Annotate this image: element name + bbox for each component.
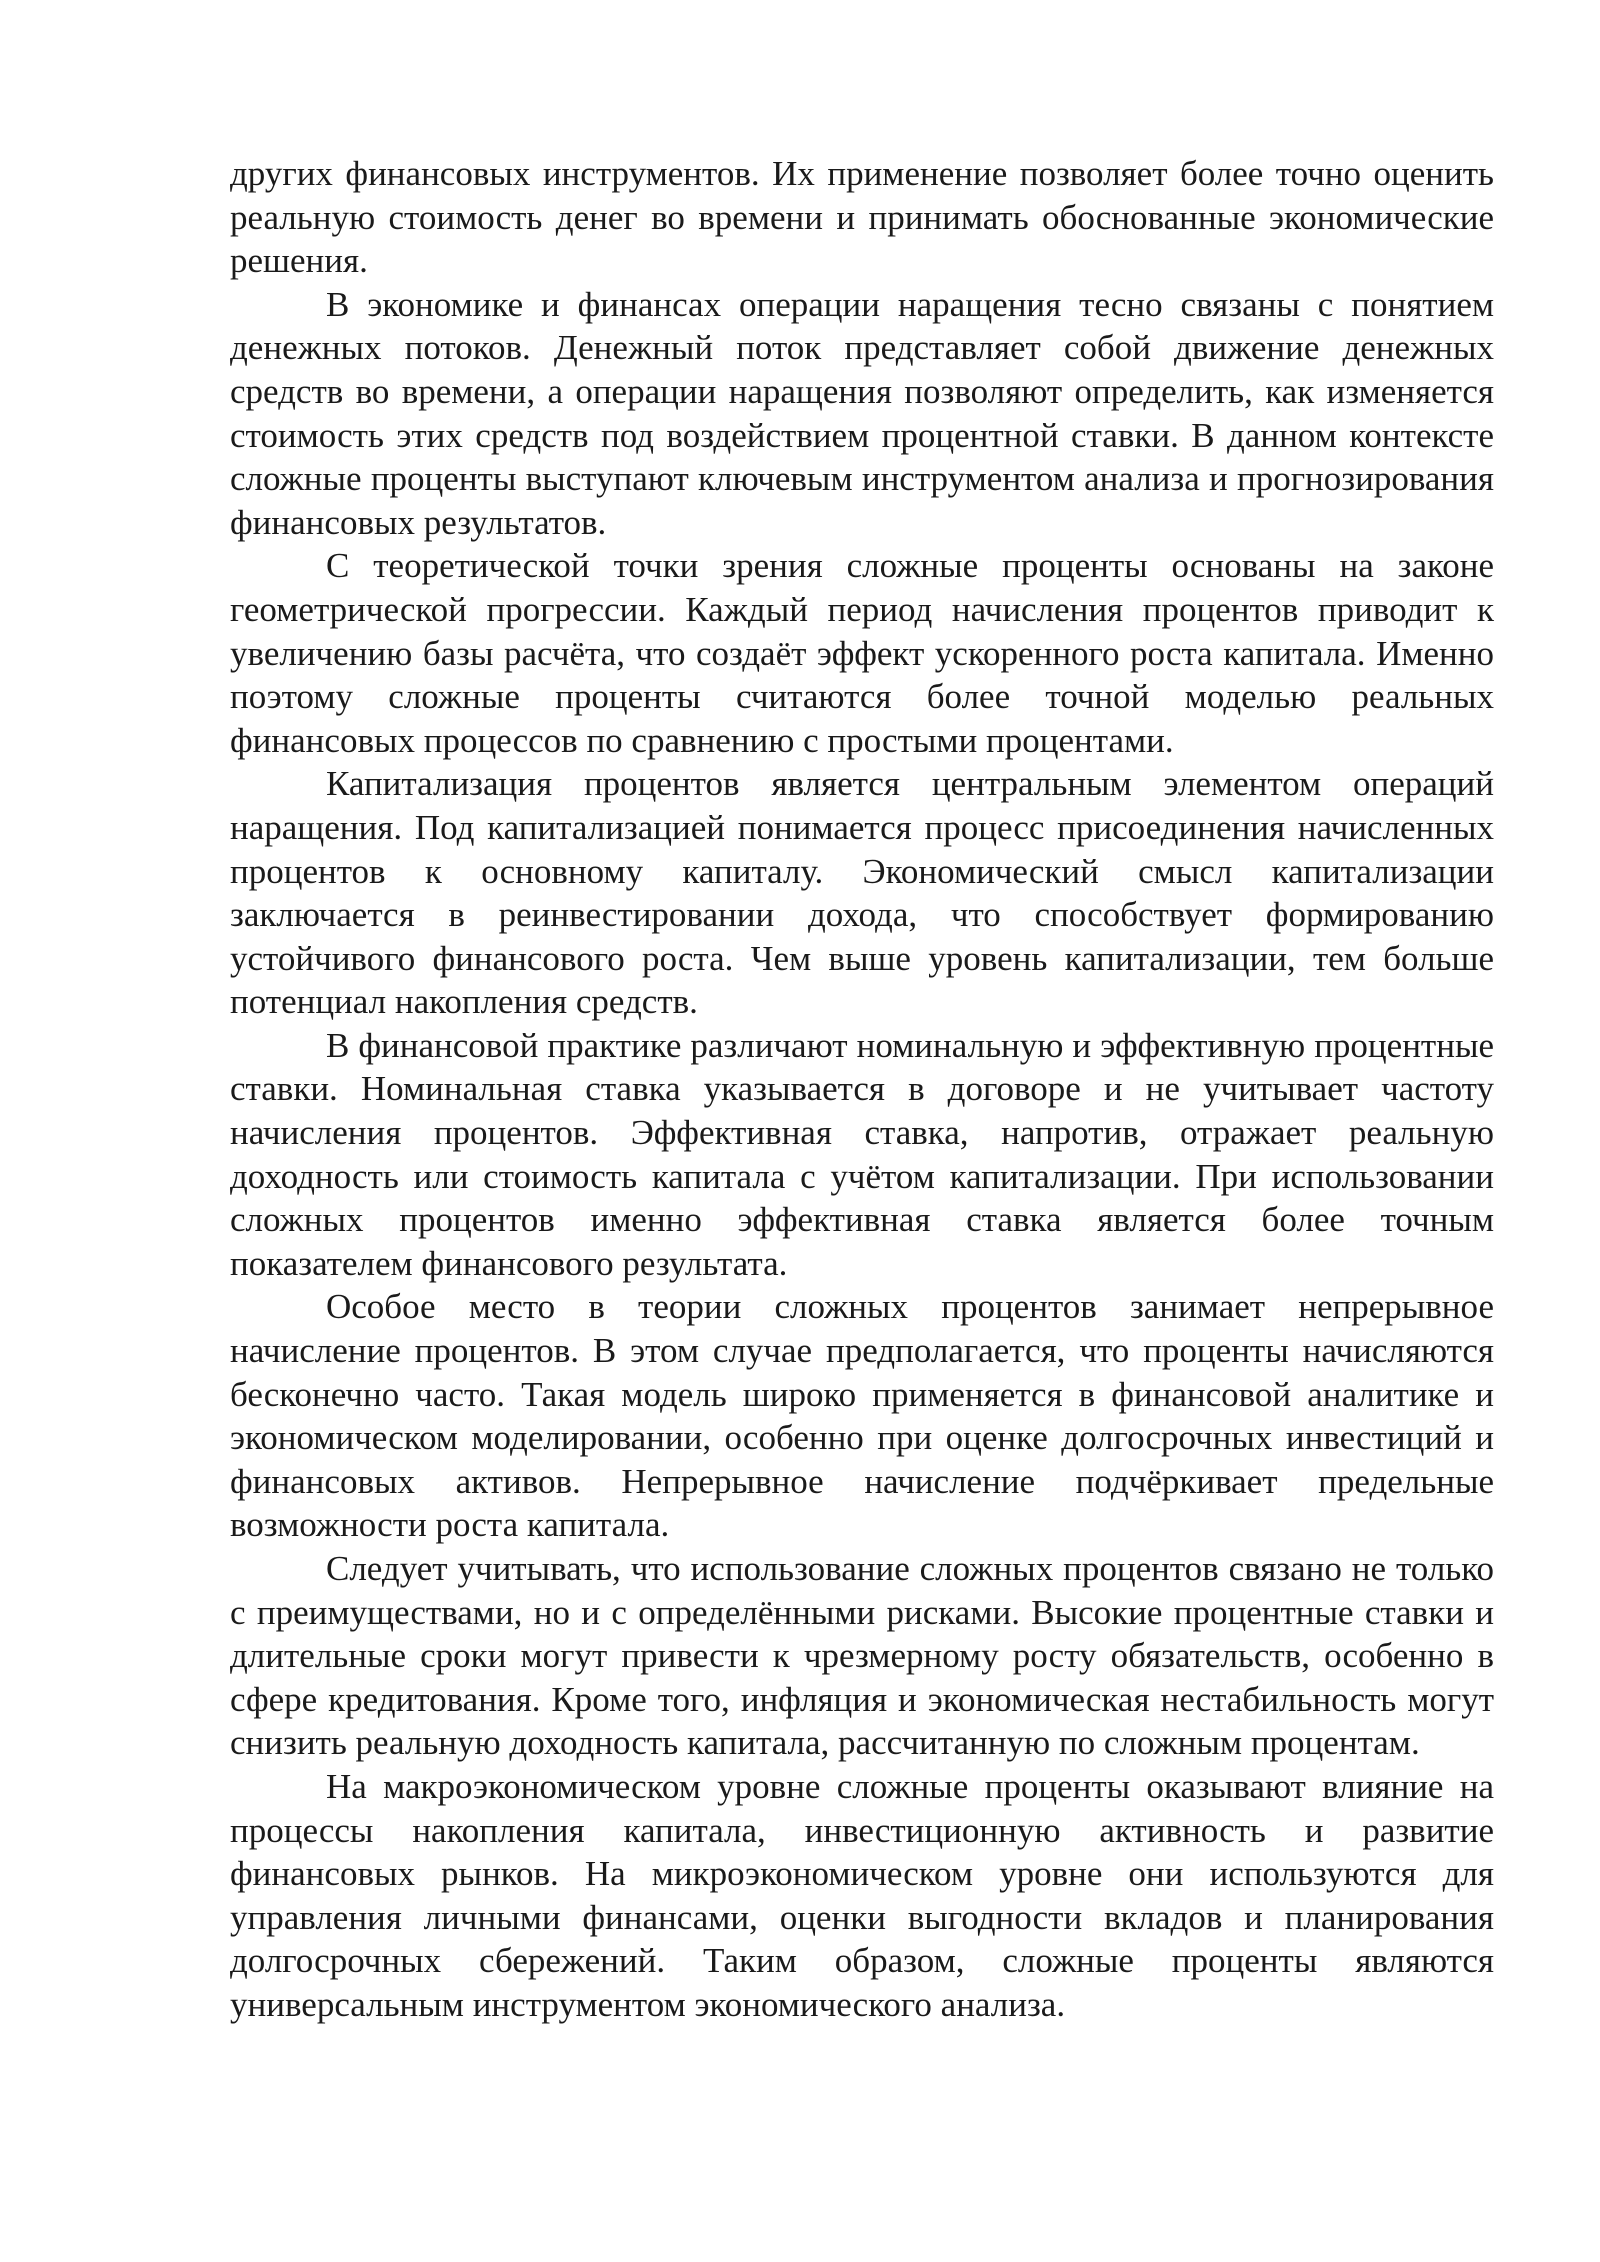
paragraph-geometric-progression: С теоретической точки зрения сложные проценты основаны на законе геометрической прогрессии. Каждый период начисления процентов приводит к увеличению базы расчёта, что создаёт эффект ускоренного роста капитала. Именно поэтому сложные проценты считаются более точной моделью реальных финансовых процессов по сравнению с простыми процентами.: [230, 546, 1494, 760]
paragraph-capitalization: Капитализация процентов является центральным элементом операций наращения. Под капитализацией понимается процесс присоединения начисленных процентов к основному капиталу. Экономический смысл капитализации заключается в реинвестировании дохода, что способствует формированию устойчивого финансового роста. Чем выше уровень капитализации, тем больше потенциал накопления средств.: [230, 764, 1494, 1022]
paragraph-risks: Следует учитывать, что использование сложных процентов связано не только с преимуществами, но и с определёнными рисками. Высокие процентные ставки и длительные сроки могут привести к чрезмерному росту обязательств, особенно в сфере кредитования. Кроме того, инфляция и экономическая нестабильность могут снизить реальную доходность капитала, рассчитанную по сложным процентам.: [230, 1549, 1494, 1763]
paragraph-continuous-compounding: Особое место в теории сложных процентов занимает непрерывное начисление процентов. В этом случае предполагается, что проценты начисляются бесконечно часто. Такая модель широко применяется в финансовой аналитике и экономическом моделировании, особенно при оценке долгосрочных инвестиций и финансовых активов. Непрерывное начисление подчёркивает предельные возможности роста капитала.: [230, 1287, 1494, 1545]
paragraph-continuation: других финансовых инструментов. Их применение позволяет более точно оценить реальную стоимость денег во времени и принимать обоснованные экономические решения.: [230, 154, 1494, 281]
paragraph-cash-flows: В экономике и финансах операции наращения тесно связаны с понятием денежных потоков. Денежный поток представляет собой движение денежных средств во времени, а операции наращения позволяют определить, как изменяется стоимость этих средств под воздействием процентной ставки. В данном контексте сложные проценты выступают ключевым инструментом анализа и прогнозирования финансовых результатов.: [230, 284, 1494, 542]
paragraph-macro-micro-levels: На макроэкономическом уровне сложные проценты оказывают влияние на процессы накопления капитала, инвестиционную активность и развитие финансовых рынков. На микроэкономическом уровне они используются для управления личными финансами, оценки выгодности вкладов и планирования долгосрочных сбережений. Таким образом, сложные проценты являются универсальным инструментом экономического анализа.: [230, 1766, 1494, 2024]
document-body: [230, 152, 1494, 2027]
paragraph-nominal-effective-rates: В финансовой практике различают номинальную и эффективную процентные ставки. Номинальная ставка указывается в договоре и не учитывает частоту начисления процентов. Эффективная ставка, напротив, отражает реальную доходность или стоимость капитала с учётом капитализации. При использовании сложных процентов именно эффективная ставка является более точным показателем финансового результата.: [230, 1025, 1494, 1283]
